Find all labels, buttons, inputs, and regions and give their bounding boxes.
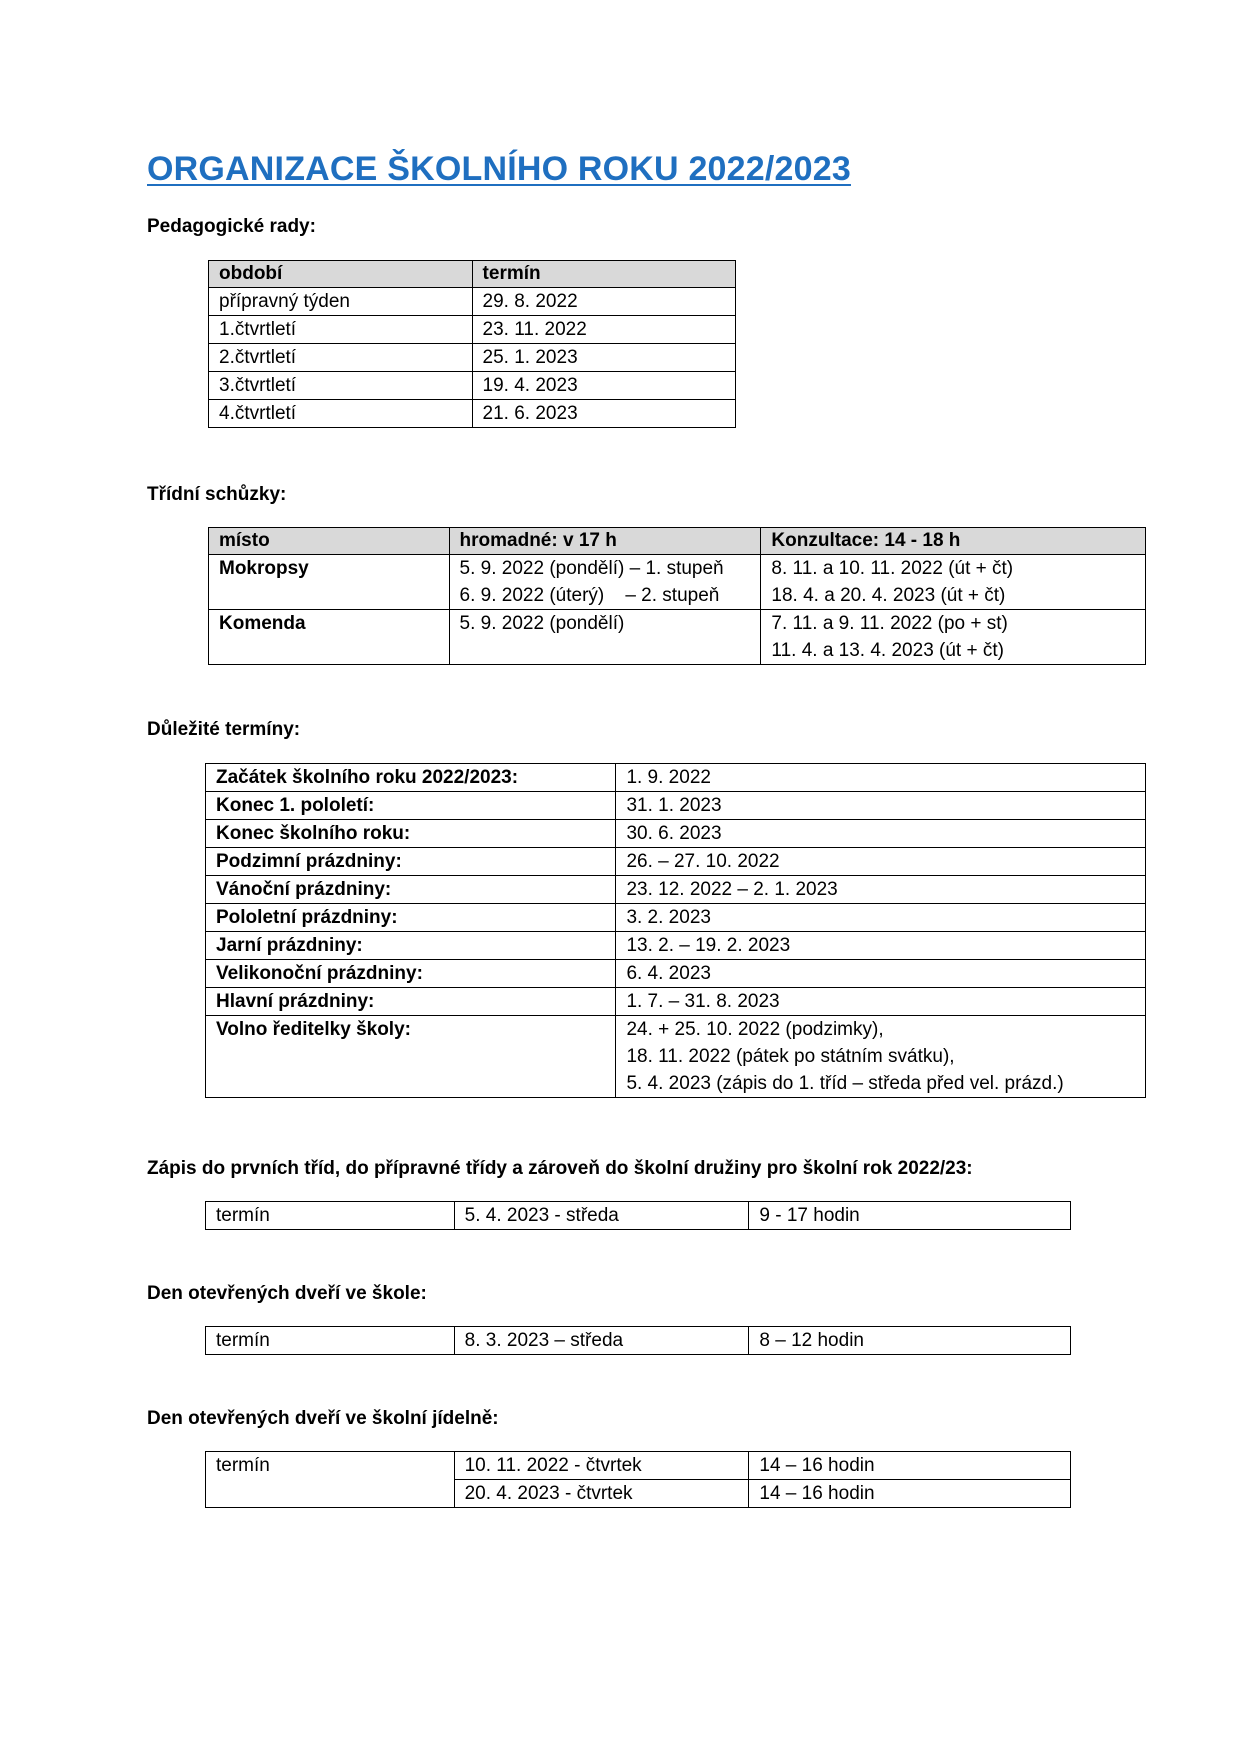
term-hours: 14 – 16 hodin [749,1452,1071,1480]
table-dulezite-terminy [205,763,1146,1098]
table-pedagogicke-rady [208,260,736,428]
term-value: 26. – 27. 10. 2022 [616,848,1146,876]
table-cell: 2.čtvrtletí [209,344,473,372]
table-cell [761,555,1146,610]
term-label: termín [206,1327,455,1355]
term-label: Pololetní prázdniny: [206,904,616,932]
table-cell: 4.čtvrtletí [209,400,473,428]
table-row [209,316,736,344]
table-cell: 1.čtvrtletí [209,316,473,344]
term-label: termín [206,1202,455,1230]
cell-line: 24. + 25. 10. 2022 (podzimky), [626,1019,884,1040]
term-date: 20. 4. 2023 - čtvrtek [454,1480,749,1508]
table-cell: 3.čtvrtletí [209,372,473,400]
term-value: 13. 2. – 19. 2. 2023 [616,932,1146,960]
term-hours: 9 - 17 hodin [749,1202,1071,1230]
table-row [206,848,1146,876]
term-hours: 8 – 12 hodin [749,1327,1071,1355]
term-value: 30. 6. 2023 [616,820,1146,848]
table-header-row [209,261,736,288]
cell-line: 5. 9. 2022 (pondělí) – 1. stupeň [459,558,724,579]
header-cell: období [209,261,473,288]
term-hours: 14 – 16 hodin [749,1480,1071,1508]
term-value: 3. 2. 2023 [616,904,1146,932]
term-value: 23. 12. 2022 – 2. 1. 2023 [616,876,1146,904]
table-row [206,1016,1146,1098]
table-row [206,904,1146,932]
table-cell: 19. 4. 2023 [472,372,735,400]
table-cell [761,610,1146,665]
table-row [206,820,1146,848]
table-row [206,960,1146,988]
term-label: Konec školního roku: [206,820,616,848]
table-den-skola [205,1326,1071,1355]
term-date: 5. 4. 2023 - středa [454,1202,749,1230]
header-cell: hromadné: v 17 h [449,528,761,555]
section-heading-den-jidelna: Den otevřených dveří ve školní jídelně: [147,1408,499,1429]
table-row [206,876,1146,904]
place-cell: Komenda [209,610,450,665]
table-row [209,555,1146,610]
table-row [209,288,736,316]
table-header-row [209,528,1146,555]
cell-line: 8. 11. a 10. 11. 2022 (út + čt) [771,558,1014,579]
term-date: 8. 3. 2023 – středa [454,1327,749,1355]
table-row [206,1202,1071,1230]
table-row [209,372,736,400]
table-row [206,792,1146,820]
term-label: Hlavní prázdniny: [206,988,616,1016]
section-heading-zapis: Zápis do prvních tříd, do přípravné třídy a zároveň do školní družiny pro školní rok 2022/23: [147,1158,973,1179]
cell-line: 6. 9. 2022 (úterý) – 2. stupeň [459,585,720,606]
term-value: 1. 9. 2022 [616,764,1146,792]
table-tridni-schuzky [208,527,1146,665]
term-label: Začátek školního roku 2022/2023: [206,764,616,792]
term-label: termín [206,1452,455,1508]
term-value: 1. 7. – 31. 8. 2023 [616,988,1146,1016]
table-cell: 23. 11. 2022 [472,316,735,344]
cell-line: 7. 11. a 9. 11. 2022 (po + st) [771,613,1008,634]
header-cell: místo [209,528,450,555]
header-cell: termín [472,261,735,288]
table-row [206,988,1146,1016]
cell-line: 11. 4. a 13. 4. 2023 (út + čt) [771,640,1004,661]
table-cell: 29. 8. 2022 [472,288,735,316]
section-heading-dulezite-terminy: Důležité termíny: [147,719,301,740]
section-heading-den-skola: Den otevřených dveří ve škole: [147,1283,427,1304]
term-value [616,1016,1146,1098]
table-cell: přípravný týden [209,288,473,316]
table-row [209,610,1146,665]
cell-line: 5. 4. 2023 (zápis do 1. tříd – středa před vel. prázd.) [626,1073,1064,1094]
term-label: Vánoční prázdniny: [206,876,616,904]
place-cell: Mokropsy [209,555,450,610]
term-label: Velikonoční prázdniny: [206,960,616,988]
term-value: 6. 4. 2023 [616,960,1146,988]
cell-line: 5. 9. 2022 (pondělí) [459,613,625,634]
term-date: 10. 11. 2022 - čtvrtek [454,1452,749,1480]
table-cell: 21. 6. 2023 [472,400,735,428]
table-den-jidelna [205,1451,1071,1508]
table-row [209,400,736,428]
table-cell: 25. 1. 2023 [472,344,735,372]
term-value: 31. 1. 2023 [616,792,1146,820]
table-row [209,344,736,372]
table-cell [449,610,761,665]
table-row [206,1327,1071,1355]
term-label: Jarní prázdniny: [206,932,616,960]
cell-line: 18. 4. a 20. 4. 2023 (út + čt) [771,585,1006,606]
page-title: ORGANIZACE ŠKOLNÍHO ROKU 2022/2023 [147,150,851,188]
cell-line: 18. 11. 2022 (pátek po státním svátku), [626,1046,955,1067]
table-zapis [205,1201,1071,1230]
header-cell: Konzultace: 14 - 18 h [761,528,1146,555]
section-heading-tridni-schuzky: Třídní schůzky: [147,484,287,505]
term-label: Volno ředitelky školy: [206,1016,616,1098]
table-row [206,1452,1071,1480]
table-row [206,932,1146,960]
table-row [206,764,1146,792]
term-label: Podzimní prázdniny: [206,848,616,876]
table-cell [449,555,761,610]
section-heading-pedagogicke-rady: Pedagogické rady: [147,216,316,237]
term-label: Konec 1. pololetí: [206,792,616,820]
